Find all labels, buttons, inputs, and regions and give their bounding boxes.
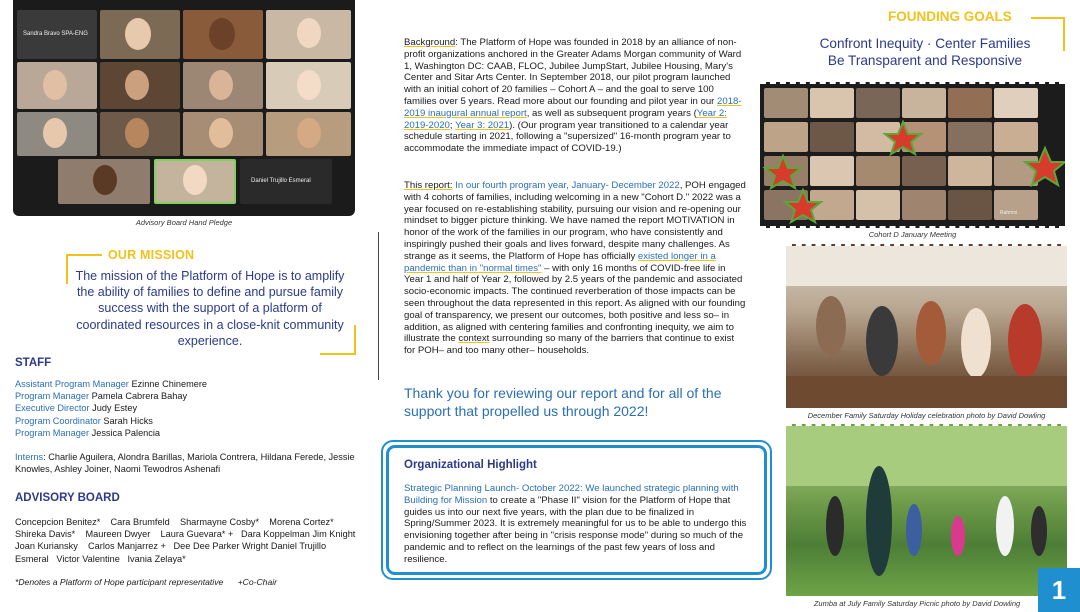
report-paragraph: This report: In our fourth program year, January- December 2022, POH engaged with 4 cohorts of families, including welcoming in a new "Cohort D." 2022 was a year focused on re-establishing stability, pursuing our vision and re-opening our mindset to bigger picture thinking. We have named the report MOTIVATION in honor of the work of the families in our program, who have consistently and inspiringly pushed their goals and lives forward, despite many challenges. As strange as it seems, the Platform of Hope has officially existed longer in a pandemic than in "normal times" – with only 16 months of COVID-free life in Year 1 and half of Year 2, followed by 2.5 years of the pandemic and associated socio-economic impacts. The continued reverberation of those impacts can be seen throughout the data represented in this report. As aligned with our founding goal of transparency, we present our outcomes, both positive and less so– in addition, as aligned with centering families and confronting inequity, we aim to illustrate the context surrounding so many of the barriers that continue to exist for POH– and too many other– households. (404, 180, 746, 357)
inaugural-report-link[interactable]: 2018-2019 inaugural annual report (404, 95, 742, 119)
cohort-participant-label: Rahmni (1000, 210, 1018, 216)
column-divider (378, 232, 379, 380)
interns-text: Interns: Charlie Aguilera, Alondra Barillas, Mariola Contrera, Hildana Ferede, Jessie Knowles, Ashley Joiner, Naomi Tewodros Ashenafi (15, 452, 355, 475)
holiday-celebration-photo (786, 244, 1067, 408)
background-paragraph: Background: The Platform of Hope was founded in 2018 by an alliance of non-profit organizations anchored in the Greater Adams Morgan community of Ward 1, Washington DC: CAAB, FLOC, Jubilee JumpStart, Jubilee Housing, Mary's Center and Sitar Arts Center. In September 2018, our pilot program launched with an initial cohort of 20 families – Cohort A – and the goal to serve 100 families over 5 years. Read more about our founding and pilot year in our 2018-2019 inaugural annual report, as well as subsequent program years (Year 2: 2019-2020; Year 3: 2021). (Our program year transitioned to a calendar year schedule starting in 2021, following a "supersized" 16-month program year to accommodate the immediate impact of COVID-19.) (404, 37, 742, 155)
staff-item: Program Manager Jessica Palencia (15, 427, 161, 438)
highlight-text: Strategic Planning Launch- October 2022: We launched strategic planning with Building for Mission to create a "Phase II" vision for the Platform of Hope that guides us into our next five years, with the plan due to be finalized in Spring/Summer 2023. It is extremely meaningful for us to be able to undergo this envisioning together after being in "crisis response mode" during so much of the pandemic and to reflect on the learnings of the past few years of loss and resilience. (404, 483, 747, 565)
highlight-title: Organizational Highlight (404, 459, 537, 471)
zumba-picnic-photo (786, 424, 1067, 596)
zoom-participant-label: Sandra Bravo SPA-ENG (23, 31, 88, 37)
thank-you-text: Thank you for reviewing our report and for all of the support that propelled us through 2022! (404, 385, 722, 419)
page-number: 1 (1051, 574, 1067, 605)
mission-bracket-bottom (320, 325, 356, 355)
holiday-photo-caption: December Family Saturday Holiday celebration photo by David Dowling (807, 411, 1046, 420)
zumba-photo-caption: Zumba at July Family Saturday Picnic photo by David Dowling (813, 599, 1021, 608)
goals-text: Confront Inequity · Center Families Be Transparent and Responsive (819, 36, 1031, 68)
staff-title: STAFF (15, 357, 52, 369)
staff-item: Assistant Program Manager Ezinne Chinemere (15, 379, 208, 389)
zoom-participant-label: Daniel Trujillo Esmeral (251, 178, 311, 184)
goals-title: FOUNDING GOALS (888, 9, 1012, 24)
pandemic-link[interactable]: existed longer in a pandemic than in "normal times" (404, 250, 716, 274)
staff-item: Program Coordinator Sarah Hicks (15, 415, 153, 426)
mission-text: The mission of the Platform of Hope is to amplify the ability of families to define and pursue family success with the support of a platform of coordinated resources in a close-knit community experience. (75, 269, 345, 348)
staff-list (15, 378, 355, 439)
mission-title: OUR MISSION (108, 248, 195, 262)
staff-item: Program Manager Pamela Cabrera Bahay (15, 391, 188, 402)
year3-report-link[interactable]: Year 3: 2021 (455, 119, 510, 131)
advisory-board-photo (13, 0, 355, 216)
star-decorations (760, 84, 1065, 228)
year2-report-link[interactable]: Year 2: 2019-2020 (404, 107, 727, 131)
page-number-badge (1038, 568, 1080, 612)
advisory-footnote: *Denotes a Platform of Hope participant representative +Co-Chair (15, 577, 278, 587)
advisory-members: Concepcion Benitez* Cara Brumfeld Sharmayne Cosby* Morena Cortez* Shireka Davis* Maureen Dwyer Laura Guevara* + Dara Koppelman Jim Knight Joan Kuriansky Carlos Manjarrez + Dee Dee Parker Wright Daniel Trujillo Esmeral Victor Valentine Ivania Zelaya* (15, 517, 366, 564)
advisory-photo-caption: Advisory Board Hand Pledge (135, 218, 233, 227)
advisory-title: ADVISORY BOARD (15, 492, 120, 504)
cohort-meeting-photo (760, 82, 1065, 228)
staff-item: Executive Director Judy Estey (15, 403, 138, 414)
cohort-photo-caption: Cohort D January Meeting (868, 230, 957, 239)
